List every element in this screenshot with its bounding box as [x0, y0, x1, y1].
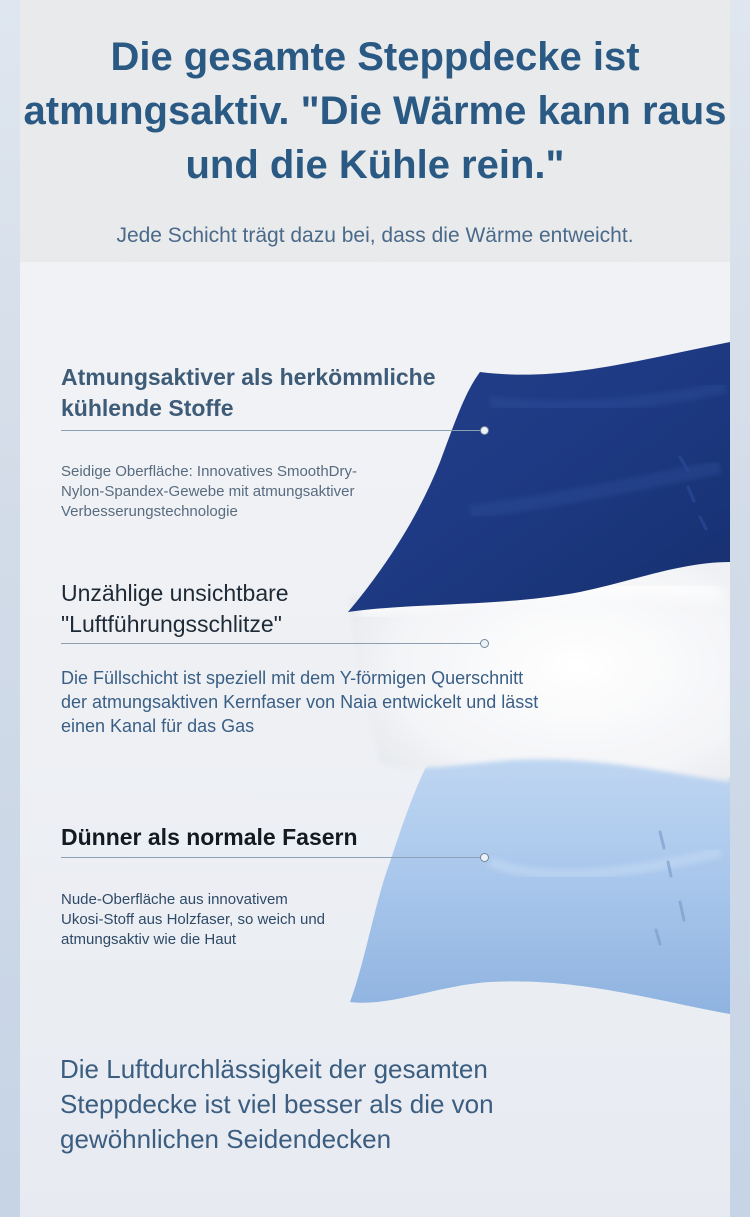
feature-1-title: Atmungsaktiver als herkömmliche kühlende Stoffe	[61, 364, 436, 421]
page-subtitle: Jede Schicht trägt dazu bei, dass die Wärme entweicht.	[116, 224, 634, 247]
feature-2-divider	[61, 643, 481, 644]
feature-1-marker	[480, 426, 489, 435]
feature-3-title: Dünner als normale Fasern	[61, 824, 358, 850]
page-title: Die gesamte Steppdecke ist atmungsaktiv. "Die Wärme kann raus und die Kühle rein."	[23, 35, 727, 187]
feature-3-description: Nude-Oberfläche aus innovativem Ukosi-Stoff aus Holzfaser, so weich und atmungsaktiv wie die Haut	[61, 891, 326, 948]
feature-3-marker	[480, 853, 489, 862]
product-panel	[20, 0, 730, 1217]
feature-1-divider	[61, 430, 481, 431]
feature-2-marker	[480, 639, 489, 648]
feature-3-divider	[61, 857, 481, 858]
feature-2-description: Die Füllschicht ist speziell mit dem Y-förmigen Querschnitt der atmungsaktiven Kernfaser von Naia entwickelt und lässt einen Kanal für das Gas	[61, 668, 539, 736]
feature-2-title: Unzählige unsichtbare "Luftführungsschlitze"	[61, 580, 289, 637]
feature-1-description: Seidige Oberfläche: Innovatives SmoothDry-Nylon-Spandex-Gewebe mit atmungsaktiver Verbesserungstechnologie	[61, 463, 357, 520]
footer-statement: Die Luftdurchlässigkeit der gesamten Steppdecke ist viel besser als die von gewöhnlichen Seidendecken	[60, 1054, 494, 1154]
